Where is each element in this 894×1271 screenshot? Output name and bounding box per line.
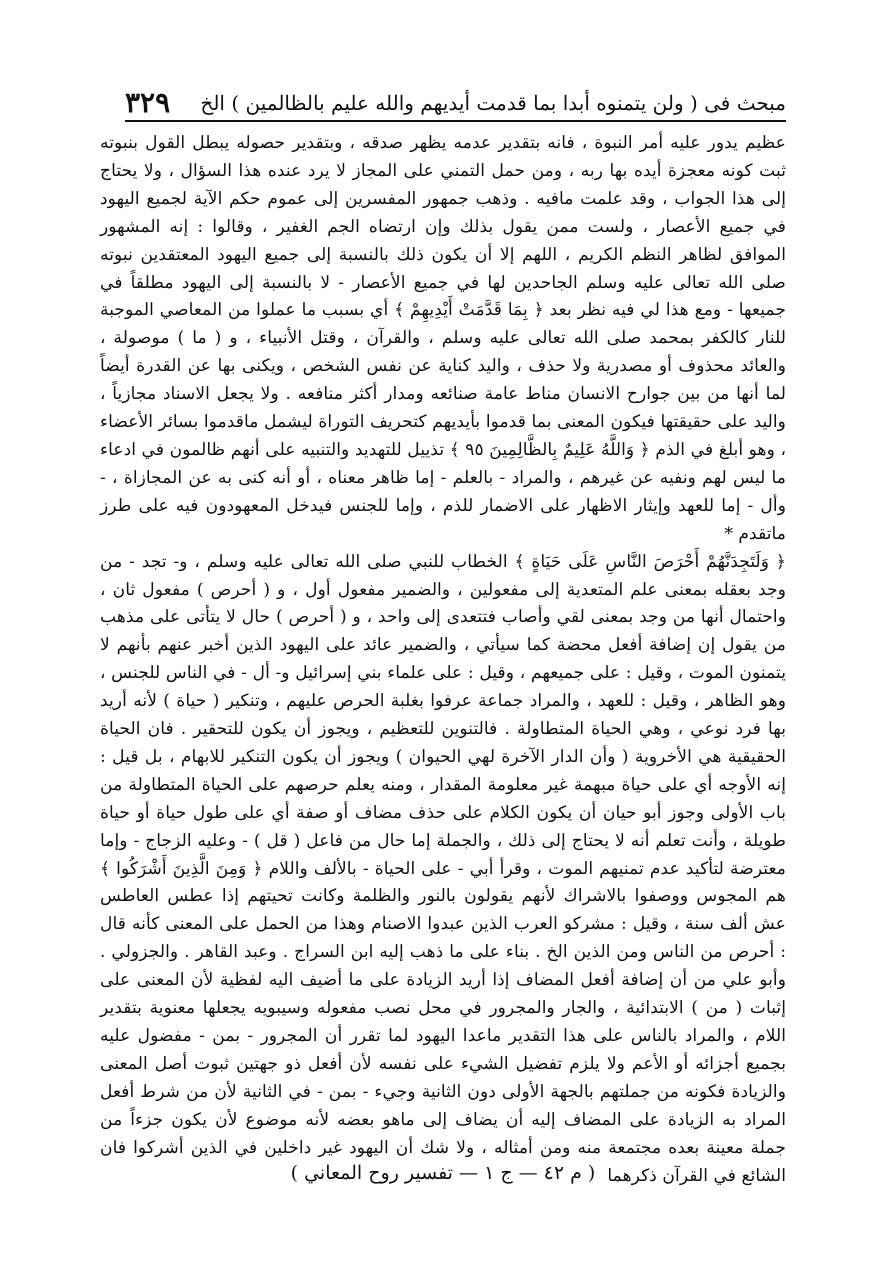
paragraph: ﴿ وَلَتَجِدَنَّهُمْ أَحْرَصَ النَّاسِ عَلَى حَيَاةٍ ﴾ الخطاب للنبي صلى الله تعالى عليه وسلم ، و- تجد - من وجد بعقله بمعنى علم المتعدية إلى مفعولين ، والضمير مفعول أول ، و ( أحرص ) مفعول ثان ، واحتمال أنها من وجد بمعنى لقي وأصاب فتتعدى إلى واحد ، و ( أحرص ) حال لا يتأتى على مذهب من يقول إن إضافة أفعل محضة كما سيأتي ، والضمير عائد على اليهود الذين أخبر عنهم بأنهم لا يتمنون الموت ، وقيل : على جميعهم ، وقيل : على علماء بني إسرائيل و- أل - في الناس للجنس ، وهو الظاهر ، وقيل : للعهد ، والمراد جماعة عرفوا بغلبة الحرص عليهم ، وتنكير ( حياة ) لأنه أريد بها فرد نوعي ، وهي الحياة المتطاولة . فالتنوين للتعظيم ، ويجوز أن يكون للتحقير . فان الحياة الحقيقية هي الأخروية ( وأن الدار الآخرة لهي الحيوان ) ويجوز أن يكون التنكير للابهام ، بل قيل : إنه الأوجه أي على حياة مبهمة غير معلومة المقدار ، ومنه يعلم حرصهم على الحياة المتطاولة من باب الأولى وجوز أبو حيان أن يكون الكلام على حذف مضاف أو صفة أي على طول حياة أو حياة طويلة ، وأنت تعلم أنه لا يحتاج إلى ذلك ، والجملة إما حال من فاعل ( قل ) - وعليه الزجاج - وإما معترضة لتأكيد عدم تمنيهم الموت ، وقرأ أبي - على الحياة - بالألف واللام ﴿ وَمِنَ الَّذِينَ أَشْرَكُوا ﴾ هم المجوس ووصفوا بالاشراك لأنهم يقولون بالنور والظلمة وكانت تحيتهم إذا عطس العاطس عش ألف سنة ، وقيل : مشركو العرب الذين عبدوا الاصنام وهذا من الحمل على المعنى كأنه قال : أحرص من الناس ومن الذين الخ . بناء على ما ذهب إليه ابن السراج . وعبد القاهر . والجزولي . وأبو علي من أن إضافة أفعل المضاف إذا أريد الزيادة على ما أضيف اليه لفظية لأن المعنى على إثبات ( من ) الابتدائية ، والجار والمجرور في محل نصب مفعوله وسيبويه يجعلها معنوية بتقدير اللام ، والمراد بالناس على هذا التقدير ماعدا اليهود لما تقرر أن المجرور - بمن - مفضول عليه بجميع أجزائه أو الأعم ولا يلزم تفضيل الشيء على نفسه لأن أفعل ذو جهتين ثبوت أصل المعنى والزيادة فكونه من جملتهم بالجهة الأولى دون الثانية وجيء - بمن - في الثانية لأن من شرط أفعل المراد به الزيادة على المضاف إليه أن يضاف إلى ماهو بعضه لأنه موضوع لأن يكون جزءاً من جملة معينة بعده مجتمعة منه ومن أمثاله ، ولا شك أن اليهود غير داخلين في الذين أشركوا فان الشائع في القرآن ذكرهما [100, 551, 786, 1186]
page-header [125, 78, 786, 122]
paragraph: عظيم يدور عليه أمر النبوة ، فانه بتقدير عدمه يظهر صدقه ، وبتقدير حصوله يبطل القول بنبوته ثبت كونه معجزة أيده بها ربه ، ومن حمل التمني على المجاز لا يرد عنده هذا السؤال ، ولا يحتاج إلى هذا الجواب ، وقد علمت مافيه . وذهب جمهور المفسرين إلى عموم حكم الآية لجميع اليهود في جميع الأعصار ، ولست ممن يقول بذلك وإن ارتضاه الجم الغفير ، وقالوا : إنه المشهور الموافق لظاهر النظم الكريم ، اللهم إلا أن يكون ذلك بالنسبة إلى جميع اليهود المعتقدين نبوته صلى الله تعالى عليه وسلم الجاحدين لها في جميع الأعصار - لا بالنسبة إلى اليهود مطلقاً في جميعها - ومع هذا لي فيه نظر بعد ﴿ بِمَا قَدَّمَتْ أَيْدِيهِمْ ﴾ أي بسبب ما عملوا من المعاصي الموجبة للنار كالكفر بمحمد صلى الله تعالى عليه وسلم ، والقرآن ، وقتل الأنبياء ، و ( ما ) موصولة ، والعائد محذوف أو مصدرية ولا حذف ، واليد كناية عن نفس الشخص ، ويكنى بها عن القدرة أيضاً لما أنها من بين جوارح الانسان مناط عامة صنائعه ومدار أكثر منافعه . ولا يجعل الاسناد مجازياً ، واليد على حقيقتها فيكون المعنى بما قدموا بأيديهم كتحريف التوراة ليشمل ماقدموا بسائر الأعضاء ، وهو أبلغ في الذم ﴿ وَاللَّهُ عَلِيمٌ بِالظَّالِمِينَ ٩٥ ﴾ تذييل للتهديد والتنبيه على أنهم ظالمون في ادعاء ما ليس لهم ونفيه عن غيرهم ، والمراد - بالعلم - إما ظاهر معناه ، أو أنه كنى به عن المجازاة ، - وأل - إما للعهد وإيثار الاظهار على الاضمار للذم ، وإما للجنس فيدخل المعهودون فيه على طرز ماتقدم * [100, 133, 786, 544]
page-number: ٣٢٩ [125, 86, 171, 119]
body-text [100, 130, 786, 1190]
running-title: مبحث فى ( ولن يتمنوه أبدا بما قدمت أيديهم والله عليم بالظالمين ) الخ [200, 91, 786, 115]
page-footer: ( م ٤٢ — ج ١ — تفسير روح المعاني ) [290, 1162, 596, 1184]
